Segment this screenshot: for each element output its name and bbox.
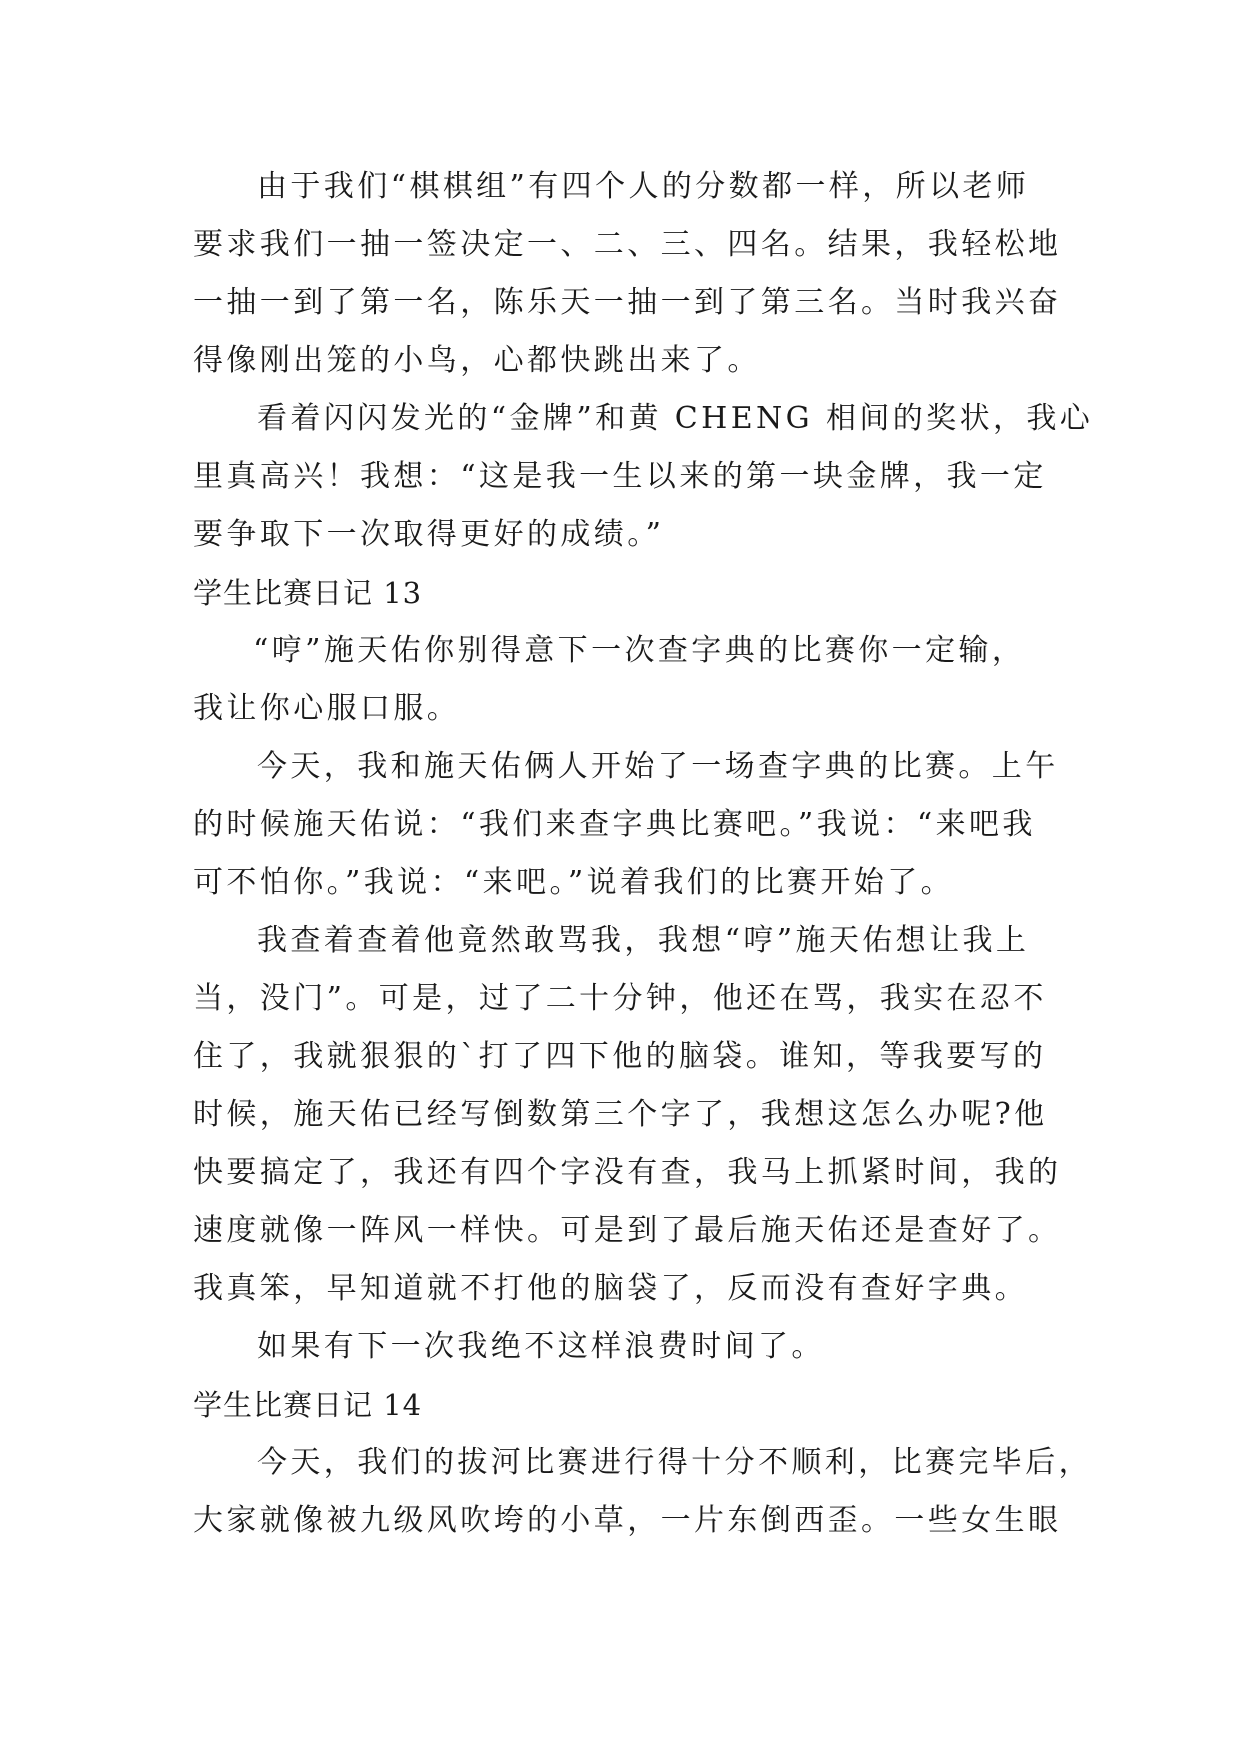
paragraph-line: 当，没门”。可是，过了二十分钟，他还在骂，我实在忍不 [193, 981, 1047, 1016]
paragraph-line: 如果有下一次我绝不这样浪费时间了。 [257, 1329, 825, 1364]
paragraph-line: 看着闪闪发光的“金牌”和黄 CHENG 相间的奖状，我心 [257, 401, 1094, 436]
paragraph-line: 我真笨，早知道就不打他的脑袋了，反而没有查好字典。 [193, 1271, 1028, 1306]
paragraph-line: 我让你心服口服。 [193, 691, 461, 726]
paragraph-line: 可不怕你。”我说：“来吧。”说着我们的比赛开始了。 [193, 865, 955, 900]
paragraph-line: 一抽一到了第一名，陈乐天一抽一到了第三名。当时我兴奋 [193, 285, 1062, 320]
paragraph-line: 时候，施天佑已经写倒数第三个字了，我想这怎么办呢?他 [193, 1097, 1048, 1132]
document-body [193, 158, 1094, 1550]
paragraph-line: 里真高兴！我想：“这是我一生以来的第一块金牌，我一定 [193, 459, 1047, 494]
paragraph-line: 今天，我们的拔河比赛进行得十分不顺利，比赛完毕后， [257, 1445, 1092, 1480]
section-heading: 学生比赛日记 14 [193, 1388, 423, 1422]
paragraph-line: 速度就像一阵风一样快。可是到了最后施天佑还是查好了。 [193, 1213, 1062, 1248]
paragraph-line: 快要搞定了，我还有四个字没有查，我马上抓紧时间，我的 [193, 1155, 1062, 1190]
paragraph-line: 住了，我就狠狠的`打了四下他的脑袋。谁知，等我要写的 [193, 1039, 1047, 1074]
paragraph-line: 今天，我和施天佑俩人开始了一场查字典的比赛。上午 [257, 749, 1059, 784]
paragraph-line: 大家就像被九级风吹垮的小草，一片东倒西歪。一些女生眼 [193, 1503, 1062, 1538]
paragraph-line: 的时候施天佑说：“我们来查字典比赛吧。”我说：“来吧我 [193, 807, 1036, 842]
section-heading: 学生比赛日记 13 [193, 576, 423, 610]
paragraph-line: “哼”施天佑你别得意下一次查字典的比赛你一定输， [253, 633, 1026, 668]
paragraph-line: 要求我们一抽一签决定一、二、三、四名。结果，我轻松地 [193, 227, 1062, 262]
paragraph-line: 我查着查着他竟然敢骂我，我想“哼”施天佑想让我上 [257, 923, 1030, 958]
paragraph-line: 要争取下一次取得更好的成绩。” [193, 517, 665, 552]
paragraph-line: 得像刚出笼的小鸟，心都快跳出来了。 [193, 343, 761, 378]
paragraph-line: 由于我们“棋棋组”有四个人的分数都一样，所以老师 [257, 169, 1030, 204]
